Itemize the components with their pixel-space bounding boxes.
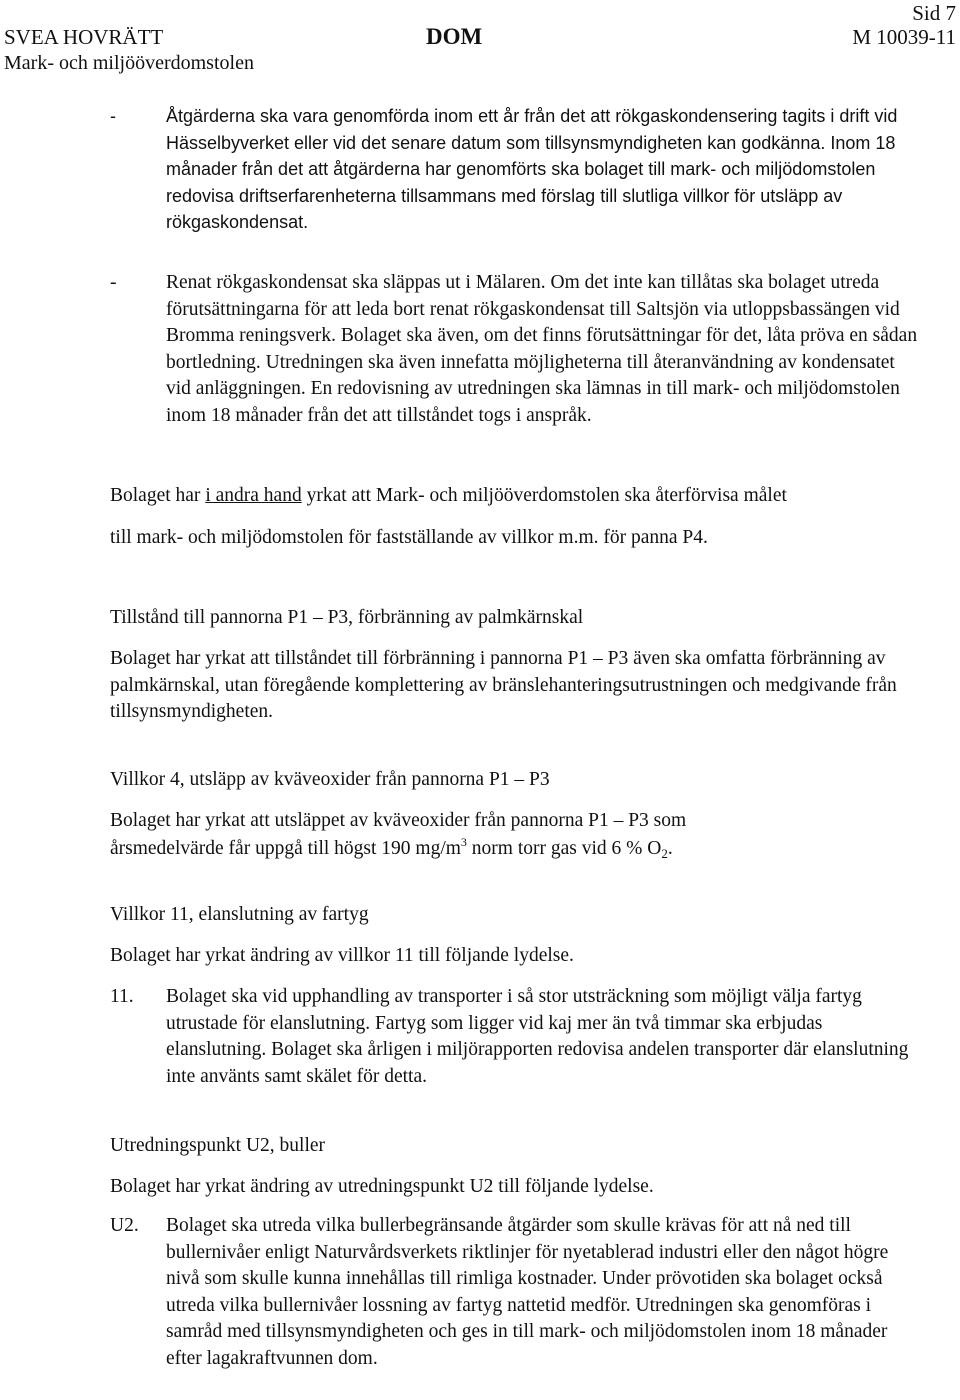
item-number: U2.	[110, 1215, 139, 1236]
item-number: 11.	[110, 986, 134, 1007]
section-body: Bolaget har yrkat att tillståndet till förbränning i pannorna P1 – P3 även ska omfatta förbränning av palmkärnskal, utan föregående komplettering av bränslehanteringsutrustningen och medgivande från tillsynsmyndigheten.	[110, 648, 897, 723]
superscript: 3	[460, 835, 467, 849]
page-number: Sid 7	[912, 1, 956, 25]
document-type: DOM	[426, 24, 483, 49]
secondary-claim-line1	[110, 483, 787, 510]
section-intro: Bolaget har yrkat ändring av villkor 11 till följande lydelse.	[110, 945, 574, 966]
section-intro: Bolaget har yrkat ändring av utredningspunkt U2 till följande lydelse.	[110, 1176, 654, 1197]
section-heading: Villkor 4, utsläpp av kväveoxider från pannorna P1 – P3	[110, 769, 550, 790]
section-heading: Utredningspunkt U2, buller	[110, 1135, 326, 1156]
list-item	[110, 103, 920, 236]
underlined-phrase: i andra hand	[205, 485, 302, 506]
claim-text: yrkat att Mark- och miljööverdomstolen ska återförvisa målet	[301, 485, 787, 506]
list-dash: -	[110, 106, 116, 126]
list-item-text: Åtgärderna ska vara genomförda inom ett år från det att rökgaskondensering tagits i drift vid Hässelbyverket eller vid det senare datum som tillsynsmyndigheten kan godkänna. Inom 18 månader från det att åtgärderna har genomförts ska bolaget till mark- och miljödomstolen redovisa driftserfarenheterna tillsammans med förslag till slutliga villkor för utsläpp av rökgaskondensat.	[166, 106, 898, 233]
item-text: Bolaget ska vid upphandling av transporter i så stor utsträckning som möjligt välja fartyg utrustade för elanslutning. Fartyg som ligger vid kaj mer än två timmar ska erbjudas elanslutning. Bolaget ska årligen i miljörapporten redovisa andelen transporter där elanslutning inte använts samt skälet för detta.	[166, 986, 909, 1087]
subscript: 2	[661, 846, 668, 861]
body-text: .	[667, 838, 673, 859]
numbered-item	[110, 984, 920, 1090]
list-dash: -	[110, 272, 117, 293]
case-number: M 10039-11	[852, 25, 956, 49]
claim-text: Bolaget har	[110, 485, 206, 506]
section-heading: Villkor 11, elanslutning av fartyg	[110, 904, 369, 925]
section-body-line1: Bolaget har yrkat att utsläppet av kväveoxider från pannorna P1 – P3 som	[110, 810, 687, 831]
body-text: norm torr gas vid 6 % O	[466, 838, 662, 859]
list-item	[110, 270, 920, 430]
item-text: Bolaget ska utreda vilka bullerbegränsande åtgärder som skulle krävas för att nå ned till bullernivåer enligt Naturvårdsverkets riktlinjer för nyetablerad industri eller den något högre nivå som skulle kunna innehållas till rimliga kostnader. Under prövotiden ska bolaget också utreda vilka bullernivåer lossning av fartyg nattetid medför. Utredningen ska genomföras i samråd med tillsynsmyndigheten och ges in till mark- och miljödomstolen inom 18 månader efter lagakraftvunnen dom.	[166, 1215, 889, 1369]
section-heading: Tillstånd till pannorna P1 – P3, förbränning av palmkärnskal	[110, 607, 584, 628]
secondary-claim-line2: till mark- och miljödomstolen för fastställande av villkor m.m. för panna P4.	[110, 527, 708, 548]
body-text: årsmedelvärde får uppgå till högst 190 mg/m	[110, 838, 461, 859]
court-name: SVEA HOVRÄTT	[4, 25, 164, 49]
section-body-line2	[110, 836, 673, 863]
list-item-text: Renat rökgaskondensat ska släppas ut i Mälaren. Om det inte kan tillåtas ska bolaget utreda förutsättningarna för att leda bort renat rökgaskondensat till Saltsjön via utloppsbassängen vid Bromma reningsverk. Bolaget ska även, om det finns förutsättningar för det, låta pröva en sådan bortledning. Utredningen ska även innefatta möjligheterna till återanvändning av kondensatet vid anläggningen. En redovisning av utredningen ska lämnas in till mark- och miljödomstolen inom 18 månader från det att tillståndet togs i anspråk.	[166, 272, 918, 426]
numbered-item	[110, 1213, 920, 1373]
court-division: Mark- och miljööverdomstolen	[4, 52, 254, 74]
